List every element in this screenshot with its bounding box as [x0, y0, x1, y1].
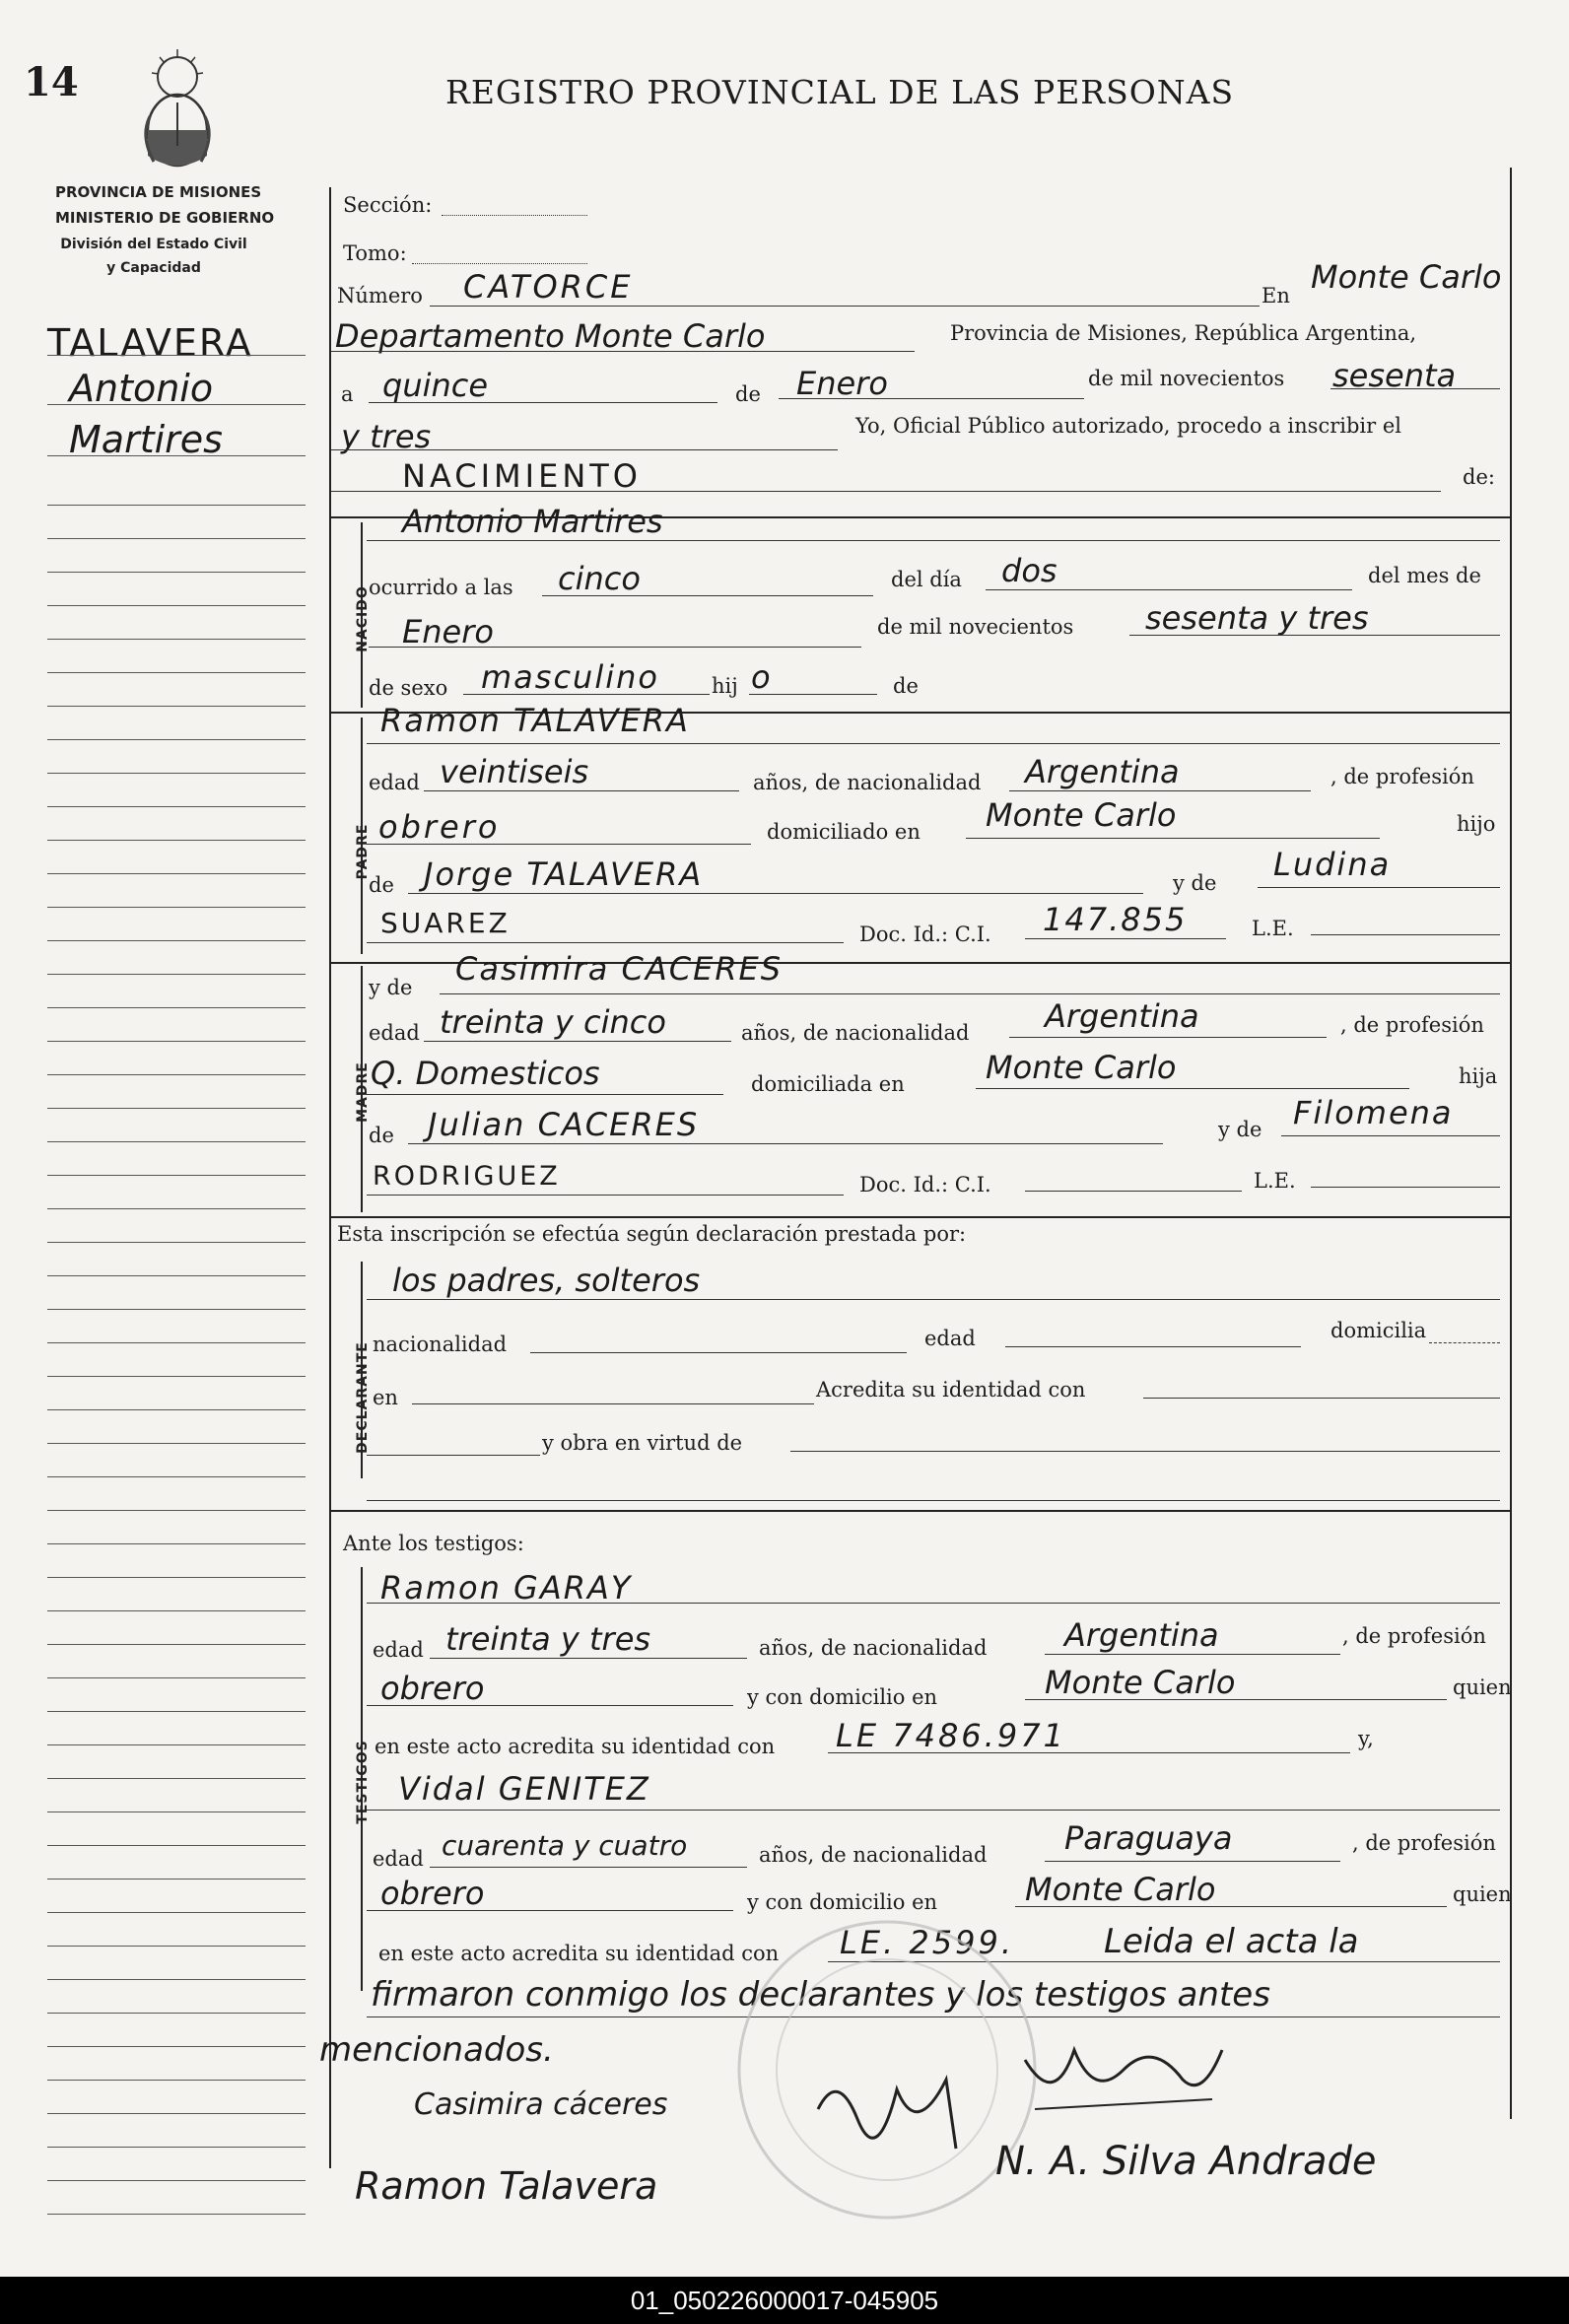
- testigo2-nac: Paraguaya: [1064, 1819, 1233, 1857]
- signature-ramon: Ramon Talavera: [355, 2164, 658, 2208]
- numero-value: CATORCE: [463, 268, 634, 306]
- padre-dom-label: domiciliado en: [767, 820, 921, 844]
- testigo2-dom: Monte Carlo: [1025, 1871, 1216, 1908]
- signature-scrawl-icon: [808, 2050, 986, 2158]
- madre-madre-line: [1281, 1135, 1500, 1136]
- padre-y-de-label: y de: [1173, 871, 1217, 895]
- testigo2-dom-label: y con domicilio en: [747, 1890, 938, 1914]
- hij-line: [749, 694, 877, 695]
- closing-line3: mencionados.: [319, 2030, 554, 2070]
- testigo2-prof-label: , de profesión: [1352, 1831, 1496, 1855]
- madre-nac-label: años, de nacionalidad: [741, 1021, 970, 1045]
- padre-le-label: L.E.: [1252, 917, 1294, 940]
- madre-hija-label: hija: [1459, 1064, 1498, 1088]
- testigo1-nombre-line: [367, 1603, 1500, 1604]
- nacido-section-label: NACIDO: [355, 585, 371, 652]
- en-label: En: [1262, 284, 1290, 308]
- madre-doc-line: [1025, 1191, 1242, 1192]
- padre-edad-line: [424, 790, 739, 791]
- madre-prof-label: , de profesión: [1340, 1013, 1484, 1037]
- declarante-value: los padres, solteros: [392, 1262, 701, 1299]
- declarante-en-line: [412, 1403, 814, 1404]
- testigos-top-border: [329, 1510, 1510, 1512]
- header-capacity: y Capacidad: [106, 260, 201, 276]
- provincia-label: Provincia de Misiones, República Argentina,: [950, 321, 1417, 345]
- declarante-line: [367, 1299, 1500, 1300]
- testigo2-quien-label: quien: [1453, 1882, 1512, 1906]
- madre-nombre-line: [440, 993, 1500, 994]
- testigo2-prof: obrero: [380, 1875, 485, 1912]
- declarante-dom-line: [1429, 1342, 1500, 1343]
- declarante-section-label: DECLARANTE: [355, 1341, 371, 1454]
- madre-nac-value: Argentina: [1045, 997, 1199, 1035]
- testigo1-dom: Monte Carlo: [1045, 1664, 1236, 1701]
- declarante-obra-label: y obra en virtud de: [542, 1431, 743, 1455]
- madre-dom-value: Monte Carlo: [986, 1049, 1177, 1086]
- header-province: PROVINCIA DE MISIONES: [55, 183, 262, 201]
- coat-of-arms-icon: [130, 47, 225, 173]
- testigo2-dom-line: [1015, 1906, 1447, 1907]
- acto-value: NACIMIENTO: [402, 457, 642, 495]
- declarante-nac-label: nacionalidad: [373, 1333, 508, 1356]
- testigo1-doc: LE 7486.971: [836, 1717, 1066, 1754]
- declarante-acredita-line: [1143, 1398, 1500, 1399]
- padre-nac-line: [1009, 790, 1311, 791]
- header-ministry: MINISTERIO DE GOBIERNO: [55, 209, 275, 227]
- margin-name1: Antonio: [69, 367, 214, 410]
- en-value: Monte Carlo: [1311, 258, 1502, 296]
- madre-prof-value: Q. Domesticos: [371, 1055, 600, 1092]
- nacido-dia-value: dos: [1001, 552, 1057, 589]
- padre-doc-line: [1025, 938, 1226, 939]
- oficial-label: Yo, Oficial Público autorizado, procedo a inscribir el: [855, 414, 1401, 438]
- padre-de-line: [408, 893, 1143, 894]
- del-dia-label: del día: [891, 568, 962, 591]
- padre-nac-label: años, de nacionalidad: [753, 771, 982, 794]
- padre-de-value: Jorge TALAVERA: [424, 855, 704, 893]
- anio-line2: [331, 449, 838, 450]
- madre-dom-line: [976, 1088, 1409, 1089]
- image-id-footer: 01_050226000017-045905: [0, 2277, 1569, 2324]
- testigo2-edad: cuarenta y cuatro: [442, 1829, 688, 1862]
- de-label: de: [735, 382, 761, 406]
- testigo1-acredita-label: en este acto acredita su identidad con: [375, 1735, 776, 1758]
- testigo2-acredita-label: en este acto acredita su identidad con: [378, 1942, 780, 1965]
- closing-line2: firmaron conmigo los declarantes y los testigos antes: [371, 1975, 1270, 2015]
- madre-edad-line: [424, 1041, 731, 1042]
- madre-edad-value: treinta y cinco: [440, 1003, 666, 1041]
- frame-right-border: [1510, 168, 1512, 2119]
- madre-madre-value: Filomena: [1293, 1094, 1454, 1131]
- testigo1-dom-label: y con domicilio en: [747, 1685, 938, 1709]
- padre-nombre-value: Ramon TALAVERA: [380, 702, 690, 739]
- mes-line: [779, 398, 1084, 399]
- testigo1-edad-label: edad: [373, 1638, 424, 1662]
- signature-casimira: Casimira cáceres: [414, 2087, 668, 2122]
- declarante-obra-line2: [790, 1451, 1500, 1452]
- hora-value: cinco: [558, 560, 641, 597]
- madre-y-de2-label: y de: [1218, 1118, 1262, 1141]
- padre-section-label: PADRE: [355, 823, 371, 880]
- testigo1-nac: Argentina: [1064, 1616, 1219, 1654]
- testigo1-prof: obrero: [380, 1670, 485, 1707]
- testigo1-nombre: Ramon GARAY: [380, 1569, 633, 1606]
- madre-madre-line2: [367, 1195, 844, 1196]
- nacido-mes-line: [369, 647, 861, 648]
- declarante-dom-label: domicilia: [1330, 1319, 1427, 1342]
- testigo1-edad-line: [430, 1658, 747, 1659]
- madre-nac-line: [1009, 1037, 1327, 1038]
- madre-nombre-value: Casimira CACERES: [455, 950, 784, 988]
- declarante-acredita-label: Acredita su identidad con: [816, 1378, 1086, 1401]
- testigo2-edad-line: [430, 1867, 747, 1868]
- tomo-line: [412, 263, 587, 264]
- nacido-anio-label: de mil novecientos: [877, 615, 1074, 639]
- testigo2-doc: LE. 2599.: [840, 1924, 1014, 1961]
- declarante-extra-line: [367, 1500, 1500, 1501]
- padre-hijo-label: hijo: [1457, 812, 1496, 836]
- madre-y-de-label: y de: [369, 976, 413, 999]
- nacido-anio-value: sesenta y tres: [1145, 599, 1369, 637]
- ante-label: Ante los testigos:: [343, 1532, 524, 1555]
- padre-prof-label: , de profesión: [1330, 765, 1474, 788]
- nacido-nombre-line: [367, 540, 1500, 541]
- sexo-label: de sexo: [369, 676, 448, 700]
- padre-nac-value: Argentina: [1025, 753, 1180, 790]
- madre-le-label: L.E.: [1254, 1169, 1296, 1193]
- testigo2-nac-label: años, de nacionalidad: [759, 1843, 988, 1867]
- sexo-line: [463, 694, 710, 695]
- padre-dom-line: [966, 838, 1380, 839]
- hij-value: o: [751, 658, 771, 696]
- testigo2-nombre: Vidal GENITEZ: [398, 1770, 650, 1808]
- declarante-edad-line: [1005, 1346, 1301, 1347]
- departamento-value: Departamento Monte Carlo: [335, 317, 766, 355]
- page-number: 14: [24, 59, 79, 105]
- testigo2-nac-line: [1045, 1861, 1340, 1862]
- padre-doc-value: 147.855: [1043, 901, 1188, 938]
- closing-line1: Leida el acta la: [1104, 1922, 1359, 1961]
- padre-edad-value: veintiseis: [440, 753, 589, 790]
- hij-label: hij: [712, 674, 738, 698]
- del-mes-label: del mes de: [1368, 564, 1481, 587]
- testigo1-dom-line: [1025, 1699, 1447, 1700]
- testigo1-prof-label: , de profesión: [1342, 1624, 1486, 1648]
- padre-madre-line2: [367, 942, 844, 943]
- madre-section-label: MADRE: [355, 1061, 371, 1123]
- testigo2-nombre-line: [367, 1810, 1500, 1811]
- testigo1-quien-label: quien: [1453, 1675, 1512, 1699]
- declarante-en-label: en: [373, 1386, 398, 1409]
- margin-name2: Martires: [69, 418, 223, 461]
- padre-de-label: de: [369, 873, 394, 897]
- anio-value2: y tres: [341, 418, 432, 455]
- margin-surname: TALAVERA: [47, 321, 253, 365]
- seccion-line: [442, 215, 587, 216]
- padre-doc-label: Doc. Id.: C.I.: [859, 923, 991, 946]
- testigo1-doc-line: [828, 1752, 1350, 1753]
- numero-line: [430, 306, 1260, 307]
- padre-madre-line: [1258, 887, 1500, 888]
- anio-label: de mil novecientos: [1088, 367, 1285, 390]
- nacido-nombre-value: Antonio Martires: [402, 503, 663, 540]
- nacido-de-label: de: [893, 674, 919, 698]
- madre-madre-value2: RODRIGUEZ: [373, 1161, 561, 1192]
- madre-prof-line: [367, 1094, 723, 1095]
- mes-value: Enero: [796, 365, 888, 402]
- testigo1-nac-label: años, de nacionalidad: [759, 1636, 988, 1660]
- testigo1-edad: treinta y tres: [445, 1620, 651, 1658]
- ocurrido-label: ocurrido a las: [369, 576, 513, 599]
- departamento-line: [331, 351, 915, 352]
- testigo2-prof-line: [367, 1910, 733, 1911]
- madre-dom-label: domiciliada en: [751, 1072, 905, 1096]
- madre-de-line: [408, 1143, 1163, 1144]
- page-title: REGISTRO PROVINCIAL DE LAS PERSONAS: [445, 73, 1235, 111]
- padre-madre-value: Ludina: [1273, 846, 1392, 883]
- testigo1-y-label: y,: [1358, 1727, 1374, 1750]
- padre-madre-value2: SUAREZ: [380, 907, 511, 939]
- madre-de-value: Julian CACERES: [428, 1106, 700, 1143]
- declarante-edad-label: edad: [924, 1327, 976, 1350]
- declaracion-label: Esta inscripción se efectúa según declaración prestada por:: [337, 1222, 967, 1246]
- declarante-nac-line: [530, 1352, 907, 1353]
- tomo-label: Tomo:: [343, 241, 407, 265]
- anio-line: [1330, 388, 1500, 389]
- padre-prof-line: [367, 844, 751, 845]
- testigo1-prof-line: [367, 1705, 733, 1706]
- madre-le-line: [1311, 1187, 1500, 1188]
- anio-value1: sesenta: [1332, 357, 1457, 394]
- nacido-dia-line: [986, 589, 1352, 590]
- seccion-label: Sección:: [343, 193, 433, 217]
- padre-nombre-line: [367, 743, 1500, 744]
- signature-official-icon: [1015, 2030, 1232, 2129]
- madre-doc-label: Doc. Id.: C.I.: [859, 1173, 991, 1196]
- de-colon-label: de:: [1463, 465, 1495, 489]
- nacido-anio-line: [1129, 635, 1500, 636]
- numero-label: Número: [337, 284, 423, 308]
- padre-dom-value: Monte Carlo: [986, 796, 1177, 834]
- nacido-mes-value: Enero: [402, 613, 494, 650]
- dia-line: [369, 402, 717, 403]
- frame-left-border: [329, 187, 331, 2168]
- hora-line: [542, 595, 873, 596]
- declaracion-top-border: [329, 1216, 1510, 1218]
- header-division: División del Estado Civil: [60, 237, 247, 252]
- dia-value: quince: [382, 367, 489, 404]
- madre-de-label: de: [369, 1124, 394, 1147]
- acto-line: [331, 491, 1441, 492]
- signature-registrar: N. A. Silva Andrade: [995, 2139, 1377, 2184]
- declarante-obra-line1: [367, 1455, 540, 1456]
- padre-le-line: [1311, 934, 1500, 935]
- sexo-value: masculino: [481, 658, 659, 696]
- testigo1-nac-line: [1045, 1654, 1340, 1655]
- padre-prof-value: obrero: [378, 808, 501, 846]
- testigo2-edad-label: edad: [373, 1847, 424, 1871]
- testigos-section-label: TESTIGOS: [355, 1740, 371, 1824]
- a-label: a: [341, 382, 354, 406]
- madre-edad-label: edad: [369, 1021, 420, 1045]
- padre-edad-label: edad: [369, 771, 420, 794]
